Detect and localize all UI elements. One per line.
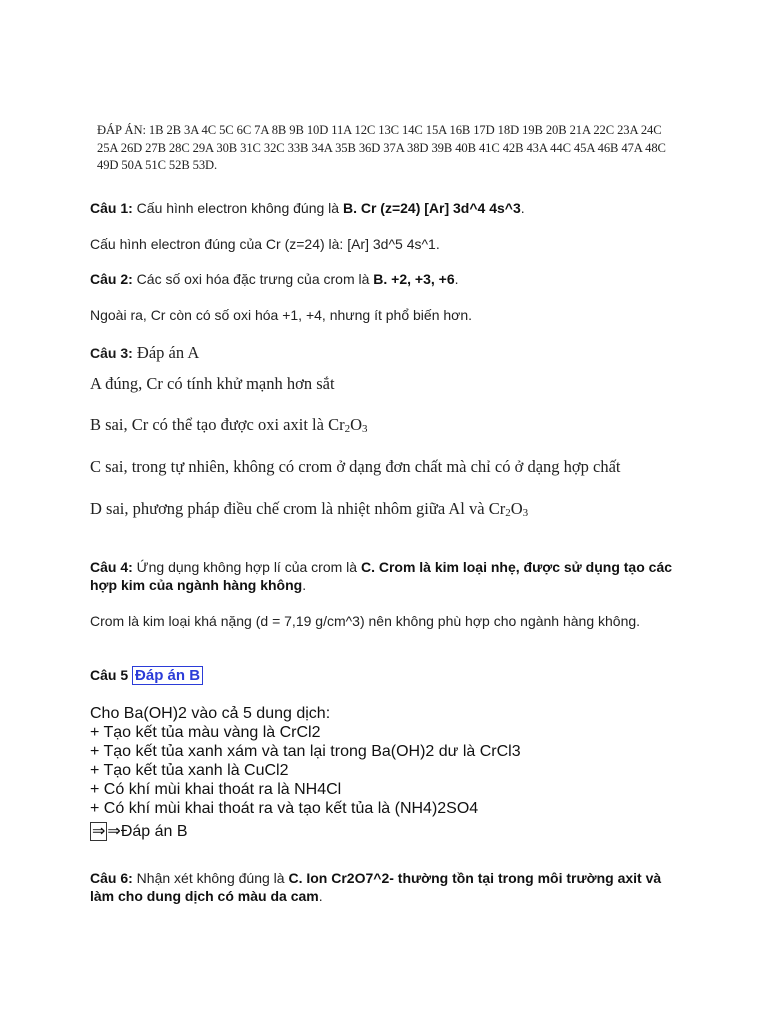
q5-line: + Có khí mùi khai thoát ra là NH4Cl xyxy=(90,781,342,798)
q4-end: . xyxy=(302,577,307,593)
question-4 xyxy=(90,558,675,594)
q2-end: . xyxy=(454,271,459,287)
q3-d-text: D sai, phương pháp điều chế crom là nhiệt nhôm giữa Al và Cr xyxy=(90,499,506,518)
q3-text: Đáp án A xyxy=(132,343,200,362)
q3-b-sub3: 3 xyxy=(362,423,368,435)
q2-text: Các số oxi hóa đặc trưng của crom là xyxy=(132,271,374,287)
q1-answer: B. Cr (z=24) [Ar] 3d^4 4s^3 xyxy=(342,200,521,216)
question-6 xyxy=(90,869,670,905)
q6-text: Nhận xét không đúng là xyxy=(132,870,289,886)
q1-text: Cấu hình electron không đúng là xyxy=(132,200,343,216)
q3-b-text: B sai, Cr có thể tạo được oxi axit là Cr xyxy=(90,415,345,434)
q3-option-d xyxy=(90,499,680,519)
question-5 xyxy=(90,666,680,685)
q5-line: + Có khí mùi khai thoát ra và tạo kết tủa là (NH4)2SO4 xyxy=(90,800,479,817)
q5-line: + Tạo kết tủa xanh là CuCl2 xyxy=(90,762,289,779)
q1-end: . xyxy=(520,200,525,216)
q3-label: Câu 3: xyxy=(90,345,133,361)
q5-line: + Tạo kết tủa xanh xám và tan lại trong Ba(OH)2 dư là CrCl3 xyxy=(90,743,521,760)
q5-line: + Tạo kết tủa màu vàng là CrCl2 xyxy=(90,724,321,741)
q5-answer-box: Đáp án B xyxy=(132,666,203,685)
q4-text: Ứng dụng không hợp lí của crom là xyxy=(132,559,361,575)
implies-arrow-icon: ⇒ xyxy=(92,823,106,840)
question-3 xyxy=(90,343,680,363)
q3-b-sub2: 2 xyxy=(344,423,351,435)
q2-note: Ngoài ra, Cr còn có số oxi hóa +1, +4, nhưng ít phổ biến hơn. xyxy=(90,307,473,323)
q3-d-sub2: 2 xyxy=(505,507,511,519)
question-1 xyxy=(90,199,680,217)
q1-label: Câu 1: xyxy=(90,200,133,216)
question-2 xyxy=(90,270,680,288)
q5-body xyxy=(90,704,680,841)
q4-note: Crom là kim loại khá nặng (d = 7,19 g/cm^3) nên không phù hợp cho ngành hàng không. xyxy=(90,613,641,629)
q4-label: Câu 4: xyxy=(90,559,133,575)
q3-b-o: O xyxy=(350,415,362,434)
q3-option-a: A đúng, Cr có tính khử mạnh hơn sắt xyxy=(90,374,335,393)
answer-key: ĐÁP ÁN: 1B 2B 3A 4C 5C 6C 7A 8B 9B 10D 11A 12C 13C 14C 15A 16B 17D 18D 19B 20B 21A 22C 23A 24C 25A 26D 27B 28C 29A 30B 31C 32C 33B 34A 35B 36D 37A 38D 39B 40B 41C 42B 43A 44C 45A 46B 47A 48C 49D 50A 51C 52B 53D. xyxy=(97,123,666,172)
q2-label: Câu 2: xyxy=(90,271,133,287)
q6-label: Câu 6: xyxy=(90,870,133,886)
q4-answer: C. Crom là kim loại nhẹ, được sử dụng tạo các hợp kim của ngành hàng không xyxy=(90,559,673,593)
q3-d-sub3: 3 xyxy=(522,507,529,519)
q5-conclusion-row xyxy=(90,822,680,841)
q5-conclusion: ⇒Đáp án B xyxy=(107,823,188,840)
q6-end: . xyxy=(318,888,323,904)
q5-intro: Cho Ba(OH)2 vào cả 5 dung dịch: xyxy=(90,705,331,722)
q5-label: Câu 5 xyxy=(90,667,129,683)
q3-d-o: O xyxy=(510,499,523,518)
q6-answer: C. Ion Cr2O7^2- thường tồn tại trong môi trường axit và làm cho dung dịch có màu da cam xyxy=(90,870,662,904)
q1-note: Cấu hình electron đúng của Cr (z=24) là: [Ar] 3d^5 4s^1. xyxy=(90,236,440,252)
q3-option-c: C sai, trong tự nhiên, không có crom ở dạng đơn chất mà chỉ có ở dạng hợp chất xyxy=(90,457,621,476)
q3-option-b xyxy=(90,415,680,435)
q2-answer: B. +2, +3, +6 xyxy=(373,271,455,287)
